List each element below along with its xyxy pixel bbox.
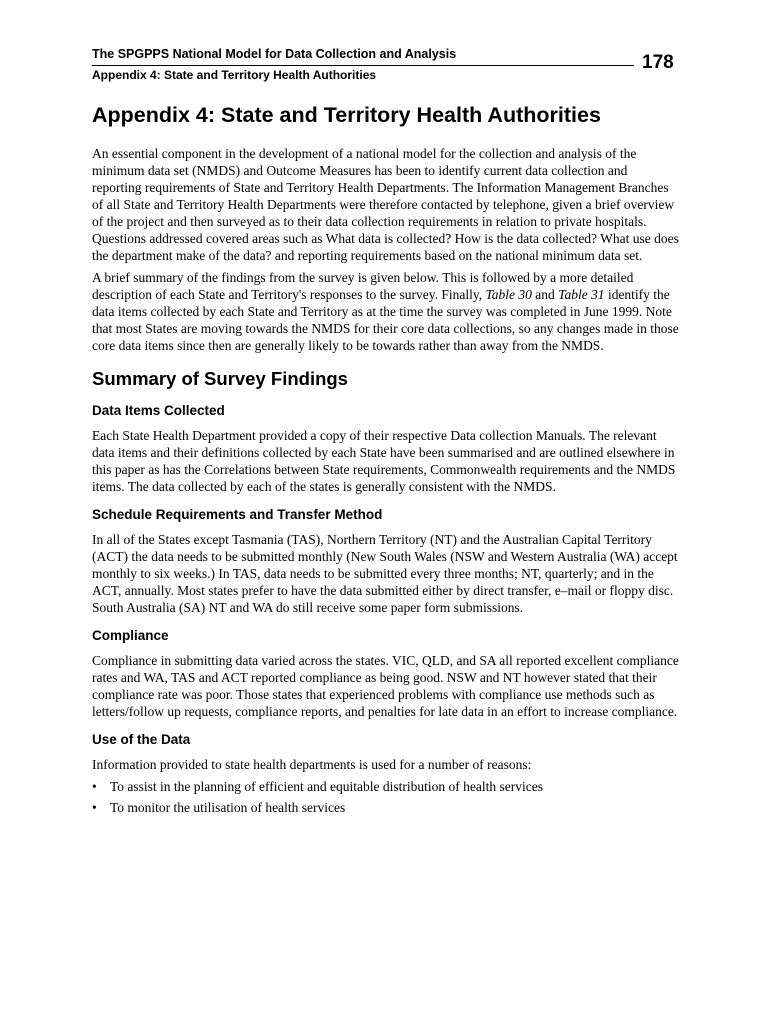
compliance-heading: Compliance xyxy=(92,628,169,643)
intro-p2-text-3: identify the data items collected by each State and Territory as at the time the survey was completed in June 1999. Note that most States are moving towards the NMDS for their core data collections, so any changes made in those core data items since then are generally likely to be towards rather than away from the NMDS. xyxy=(92,287,679,353)
schedule-heading: Schedule Requirements and Transfer Method xyxy=(92,507,383,522)
use-of-data-paragraph: Information provided to state health departments is used for a number of reasons: xyxy=(92,757,532,772)
summary-heading: Summary of Survey Findings xyxy=(92,368,348,389)
intro-paragraph-1: An essential component in the development of a national model for the collection and analysis of the minimum data set (NMDS) and Outcome Measures has been to identify current data collection and reporting requirements of State and Territory Health Departments. The Information Management Branches of all State and Territory Health Departments were therefore contacted by telephone, given a brief overview of the project and then surveyed as to their data collection requirements in relation to private hospitals. Questions addressed covered areas such as What data is collected? How is the data collected? What use does the department make of the data? and reporting requirements based on the national minimum data set. xyxy=(92,146,679,263)
list-item xyxy=(92,778,680,795)
header-rule xyxy=(92,65,634,66)
list-item-text: To assist in the planning of efficient and equitable distribution of health services xyxy=(110,779,543,794)
intro-p2-text-2: and xyxy=(531,287,559,302)
schedule-paragraph: In all of the States except Tasmania (TAS), Northern Territory (NT) and the Australian Capital Territory (ACT) the data needs to be submitted monthly (New South Wales (NSW and Western Australia (WA) accept monthly to six weeks.) In TAS, data needs to be submitted every three months; NT, quarterly; and in the ACT, annually. Most states prefer to have the data submitted either by direct transfer, e–mail or floppy disc. South Australia (SA) NT and WA do still receive some paper form submissions. xyxy=(92,532,678,615)
main-content xyxy=(92,103,680,820)
bullet-icon: • xyxy=(92,779,97,794)
running-header-title: The SPGPPS National Model for Data Collection and Analysis xyxy=(92,47,457,61)
intro-p2-text-1: A brief summary of the findings from the survey is given below. This is followed by a more detailed description of each State and Territory's responses to the survey. Finally, xyxy=(92,270,634,302)
page-number: 178 xyxy=(642,52,674,73)
data-items-paragraph: Each State Health Department provided a copy of their respective Data collection Manuals. The relevant data items and their definitions collected by each State have been summarised and are outlined elsewhere in this paper as has the Correlations between State requirements, Commonwealth requirements and the NMDS items. The data collected by each of the states is generally consistent with the NMDS. xyxy=(92,428,676,494)
page-title: Appendix 4: State and Territory Health Authorities xyxy=(92,103,601,127)
list-item xyxy=(92,799,680,816)
data-items-heading: Data Items Collected xyxy=(92,403,225,418)
running-header-section: Appendix 4: State and Territory Health Authorities xyxy=(92,68,377,82)
table-31-reference: Table 31 xyxy=(558,287,605,302)
use-of-data-list xyxy=(92,778,680,816)
compliance-paragraph: Compliance in submitting data varied across the states. VIC, QLD, and SA all reported excellent compliance rates and WA, TAS and ACT reported compliance as being good. NSW and NT however stated that their compliance rate was poor. Those states that experienced problems with compliance use methods such as letters/follow up requests, compliance reports, and penalties for late data in an effort to increase compliance. xyxy=(92,653,679,719)
bullet-icon: • xyxy=(92,800,97,815)
list-item-text: To monitor the utilisation of health services xyxy=(110,800,346,815)
table-30-reference: Table 30 xyxy=(485,287,532,302)
intro-paragraph-2 xyxy=(92,269,680,354)
use-of-data-heading: Use of the Data xyxy=(92,732,191,747)
